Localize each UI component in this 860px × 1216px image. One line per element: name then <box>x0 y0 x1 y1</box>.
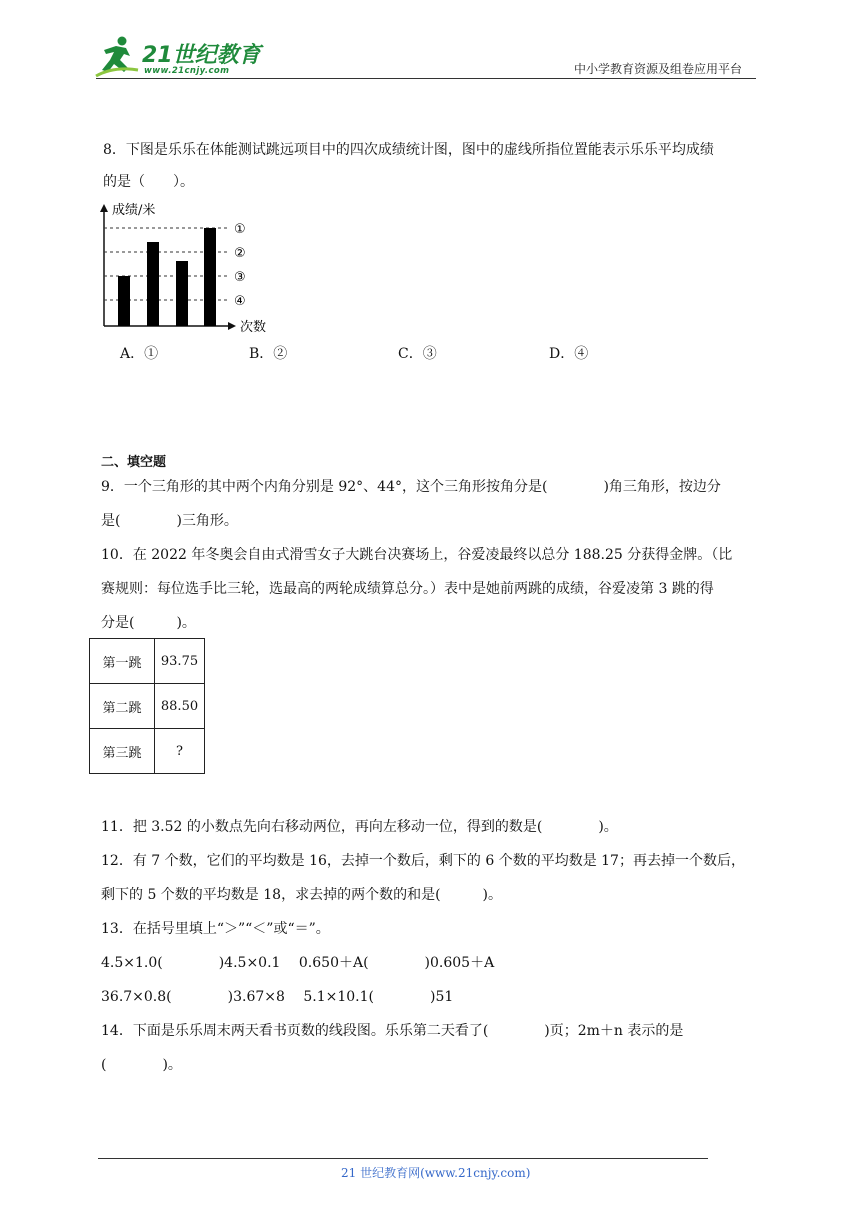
header-divider <box>96 78 756 79</box>
table-cell-value: 93.75 <box>155 639 205 684</box>
option-c[interactable]: C．③ <box>398 346 437 362</box>
q13-row2: 36.7×0.8( )3.67×8 5.1×10.1( )51 <box>101 989 454 1005</box>
table-cell-value: 88.50 <box>155 684 205 729</box>
chart-ylabel: 成绩/米 <box>112 203 156 218</box>
table-row <box>90 729 205 774</box>
q13-row1: 4.5×1.0( )4.5×0.1 0.650＋A( )0.605＋A <box>101 955 495 971</box>
x-axis-arrow <box>228 322 236 330</box>
site-logo <box>94 34 264 80</box>
q10-line1: 10．在 2022 年冬奥会自由式滑雪女子大跳台决赛场上，谷爱凌最终以总分 188.25 分获得金牌。（比 <box>101 547 733 563</box>
jump-score-chart <box>92 196 292 338</box>
marker-4: ④ <box>234 294 246 309</box>
table-cell-value: ? <box>155 729 205 774</box>
table-cell-label: 第三跳 <box>90 729 155 774</box>
table-row <box>90 639 205 684</box>
logo-text: 21世纪教育 <box>142 43 261 68</box>
bar-2 <box>147 242 159 326</box>
q8-line1: 8．下图是乐乐在体能测试跳远项目中的四次成绩统计图，图中的虚线所指位置能表示乐乐平均成绩 <box>103 142 714 158</box>
logo-url: www.21cnjy.com <box>144 66 230 76</box>
q14-line2: ( )。 <box>101 1057 182 1073</box>
option-a[interactable]: A．① <box>120 346 159 362</box>
table-cell-label: 第一跳 <box>90 639 155 684</box>
q10-line3: 分是( )。 <box>101 615 196 631</box>
q12-line2: 剩下的 5 个数的平均数是 18，求去掉的两个数的和是( )。 <box>101 887 502 903</box>
q12-line1: 12．有 7 个数，它们的平均数是 16，去掉一个数后，剩下的 6 个数的平均数是 17；再去掉一个数后， <box>101 853 745 869</box>
marker-2: ② <box>234 246 246 261</box>
scores-table <box>89 638 205 774</box>
q9-line2: 是( )三角形。 <box>101 513 238 529</box>
option-b[interactable]: B．② <box>249 346 288 362</box>
table-row <box>90 684 205 729</box>
footer-link[interactable]: 21 世纪教育网(www.21cnjy.com) <box>341 1166 531 1180</box>
q14-line1: 14．下面是乐乐周末两天看书页数的线段图。乐乐第二天看了( )页；2m＋n 表示的是 <box>101 1023 684 1039</box>
y-axis-arrow <box>100 204 108 212</box>
table-cell-label: 第二跳 <box>90 684 155 729</box>
footer-divider <box>98 1158 708 1159</box>
option-d[interactable]: D．④ <box>549 346 589 362</box>
chart-xlabel: 次数 <box>240 320 267 335</box>
section-title: 二、填空题 <box>101 455 167 470</box>
bar-4 <box>204 228 216 326</box>
q10-line2: 赛规则：每位选手比三轮，选最高的两轮成绩算总分。）表中是她前两跳的成绩，谷爱凌第 3 跳的得 <box>101 581 714 597</box>
bar-3 <box>176 261 188 326</box>
marker-3: ③ <box>234 270 246 285</box>
runner-logo-icon <box>94 34 140 78</box>
marker-1: ① <box>234 222 246 237</box>
q13-line1: 13．在括号里填上“＞”“＜”或“＝”。 <box>101 921 330 937</box>
q9-line1: 9．一个三角形的其中两个内角分别是 92°、44°，这个三角形按角分是( )角三角形，按边分 <box>101 479 721 495</box>
q8-line2: 的是（ ）。 <box>103 174 194 190</box>
header-slogan: 中小学教育资源及组卷应用平台 <box>574 62 743 76</box>
q11-line1: 11．把 3.52 的小数点先向右移动两位，再向左移动一位，得到的数是( )。 <box>101 819 618 835</box>
bar-1 <box>118 276 130 326</box>
